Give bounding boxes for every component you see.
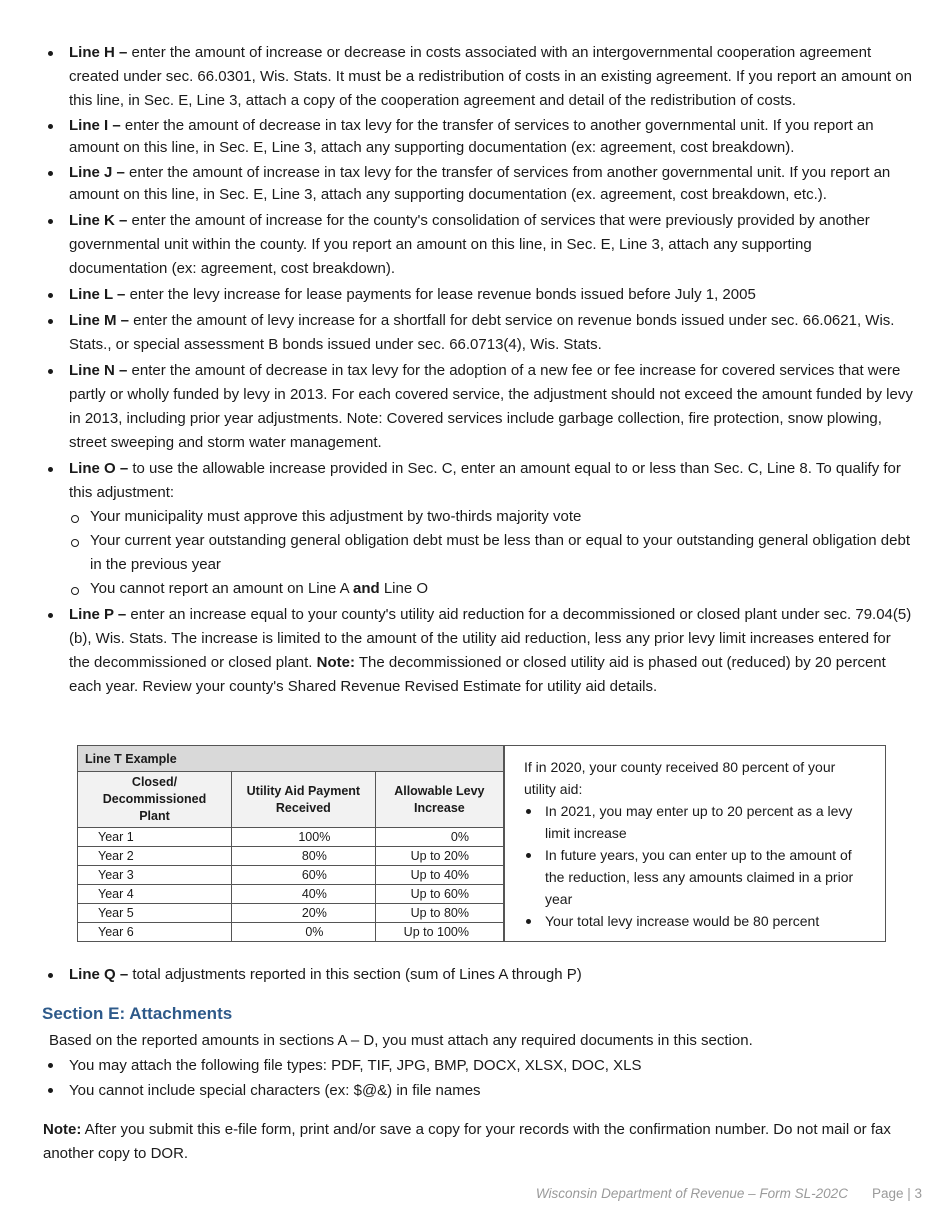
line-t-example: [77, 745, 887, 944]
column-header: Closed/ Decommissioned Plant: [78, 772, 232, 828]
requirement-item: Your current year outstanding general obligation debt must be less than or equal to your outstanding general obligation debt in the previous year: [69, 529, 914, 577]
line-q-list: [44, 963, 582, 987]
table-row: Year 6 0% Up to 100%: [78, 923, 504, 942]
explanation-item: In future years, you can enter up to the amount of the reduction, less any amounts claimed in a prior year: [524, 844, 867, 910]
attachment-rule: You cannot include special characters (ex: $@&) in file names: [44, 1078, 641, 1103]
line-l-item: Line L – enter the levy increase for lease payments for lease revenue bonds issued before July 1, 2005: [44, 283, 914, 307]
explanation-item: In 2021, you may enter up to 20 percent as a levy limit increase: [524, 800, 867, 844]
line-h-item: Line H – enter the amount of increase or decrease in costs associated with an intergovernmental cooperation agreement created under sec. 66.0301, Wis. Stats. It must be a redistribution of costs in an existing agreement. If you report an amount on this line, in Sec. E, Line 3, attach a copy of the cooperation agreement and detail of the redistribution of costs.: [44, 41, 914, 113]
final-note: Note: After you submit this e-file form, print and/or save a copy for your records with the confirmation number. Do not mail or fax another copy to DOR.: [43, 1121, 891, 1162]
explanation-item: Your total levy increase would be 80 percent: [524, 910, 867, 932]
requirement-item: You cannot report an amount on Line A and Line O: [69, 577, 914, 601]
page-footer: [536, 1186, 922, 1201]
line-instructions-list: [44, 41, 914, 701]
footer-org: Wisconsin Department of Revenue – Form SL-202C: [535, 1186, 848, 1201]
line-k-item: Line K – enter the amount of increase for the county's consolidation of services that were previously provided by another governmental unit within the county. If you report an amount on this line, in Sec. E, Line 3, attach any supporting documentation (ex: agreement, cost breakdown).: [44, 209, 914, 281]
explanation-list: [524, 800, 867, 932]
line-n-item: Line N – enter the amount of decrease in tax levy for the adoption of a new fee or fee increase for covered services that were partly or wholly funded by levy in 2013. For each covered service, the adjustment should not exceed the amount funded by levy in 2013, including prior year adjustments. Note: Covered services include garbage collection, fire protection, snow plowing, street sweeping and storm water management.: [44, 359, 914, 455]
table-row: Year 4 40% Up to 60%: [78, 885, 504, 904]
line-m-item: Line M – enter the amount of levy increase for a shortfall for debt service on revenue bonds issued under sec. 66.0621, Wis. Stats., or special assessment B bonds issued under sec. 66.0713(4), Wis. Stats.: [44, 309, 914, 357]
line-j-item: Line J – enter the amount of increase in tax levy for the transfer of services from another governmental unit. If you report an amount on this line, in Sec. E, Line 3, attach any supporting documentation (ex. agreement, cost breakdown, etc.).: [44, 162, 914, 206]
line-p-item: Line P – enter an increase equal to your county's utility aid reduction for a decommissioned or closed plant under sec. 79.04(5)(b), Wis. Stats. The increase is limited to the amount of the utility aid reduction, less any prior levy limit increases entered for the decommissioned or closed plant. Note: The decommissioned or closed utility aid is phased out (reduced) by 20 percent each year. Review your county's Shared Revenue Revised Estimate for utility aid details.: [44, 603, 914, 699]
requirement-item: Your municipality must approve this adjustment by two-thirds majority vote: [69, 505, 914, 529]
line-i-item: Line I – enter the amount of decrease in tax levy for the transfer of services to another governmental unit. If you report an amount on this line, in Sec. E, Line 3, attach any supporting documentation (ex: agreement, cost breakdown).: [44, 115, 914, 159]
example-explanation: [504, 745, 886, 942]
attachment-rule: You may attach the following file types: PDF, TIF, JPG, BMP, DOCX, XLSX, DOC, XLS: [44, 1053, 641, 1078]
page-number: Page | 3: [871, 1186, 922, 1201]
line-o-requirements: [69, 505, 914, 601]
table-row: Year 3 60% Up to 40%: [78, 866, 504, 885]
explanation-intro: If in 2020, your county received 80 percent of your utility aid:: [524, 759, 836, 797]
example-table: [77, 745, 504, 942]
table-title: Line T Example: [78, 746, 504, 772]
line-q-item: Line Q – total adjustments reported in this section (sum of Lines A through P): [44, 963, 582, 987]
section-e-list: [44, 1053, 641, 1103]
line-o-item: Line O – to use the allowable increase provided in Sec. C, enter an amount equal to or less than Sec. C, Line 8. To qualify for this adjustment: Your municipality must approve this adjustment by two-thirds majority vote Your current year outstanding general obligation debt must be less than or equal to your outstanding general obligation debt in the previous year You cannot report an amount on Line A and Line O: [44, 457, 914, 601]
section-e-heading: Section E: Attachments: [42, 1004, 233, 1023]
table-row: Year 5 20% Up to 80%: [78, 904, 504, 923]
table-row: Year 1 100% 0%: [78, 828, 504, 847]
table-row: Year 2 80% Up to 20%: [78, 847, 504, 866]
column-header: Allowable Levy Increase: [375, 772, 503, 828]
section-e-intro: Based on the reported amounts in sections A – D, you must attach any required documents in this section.: [49, 1032, 753, 1049]
column-header: Utility Aid Payment Received: [232, 772, 376, 828]
